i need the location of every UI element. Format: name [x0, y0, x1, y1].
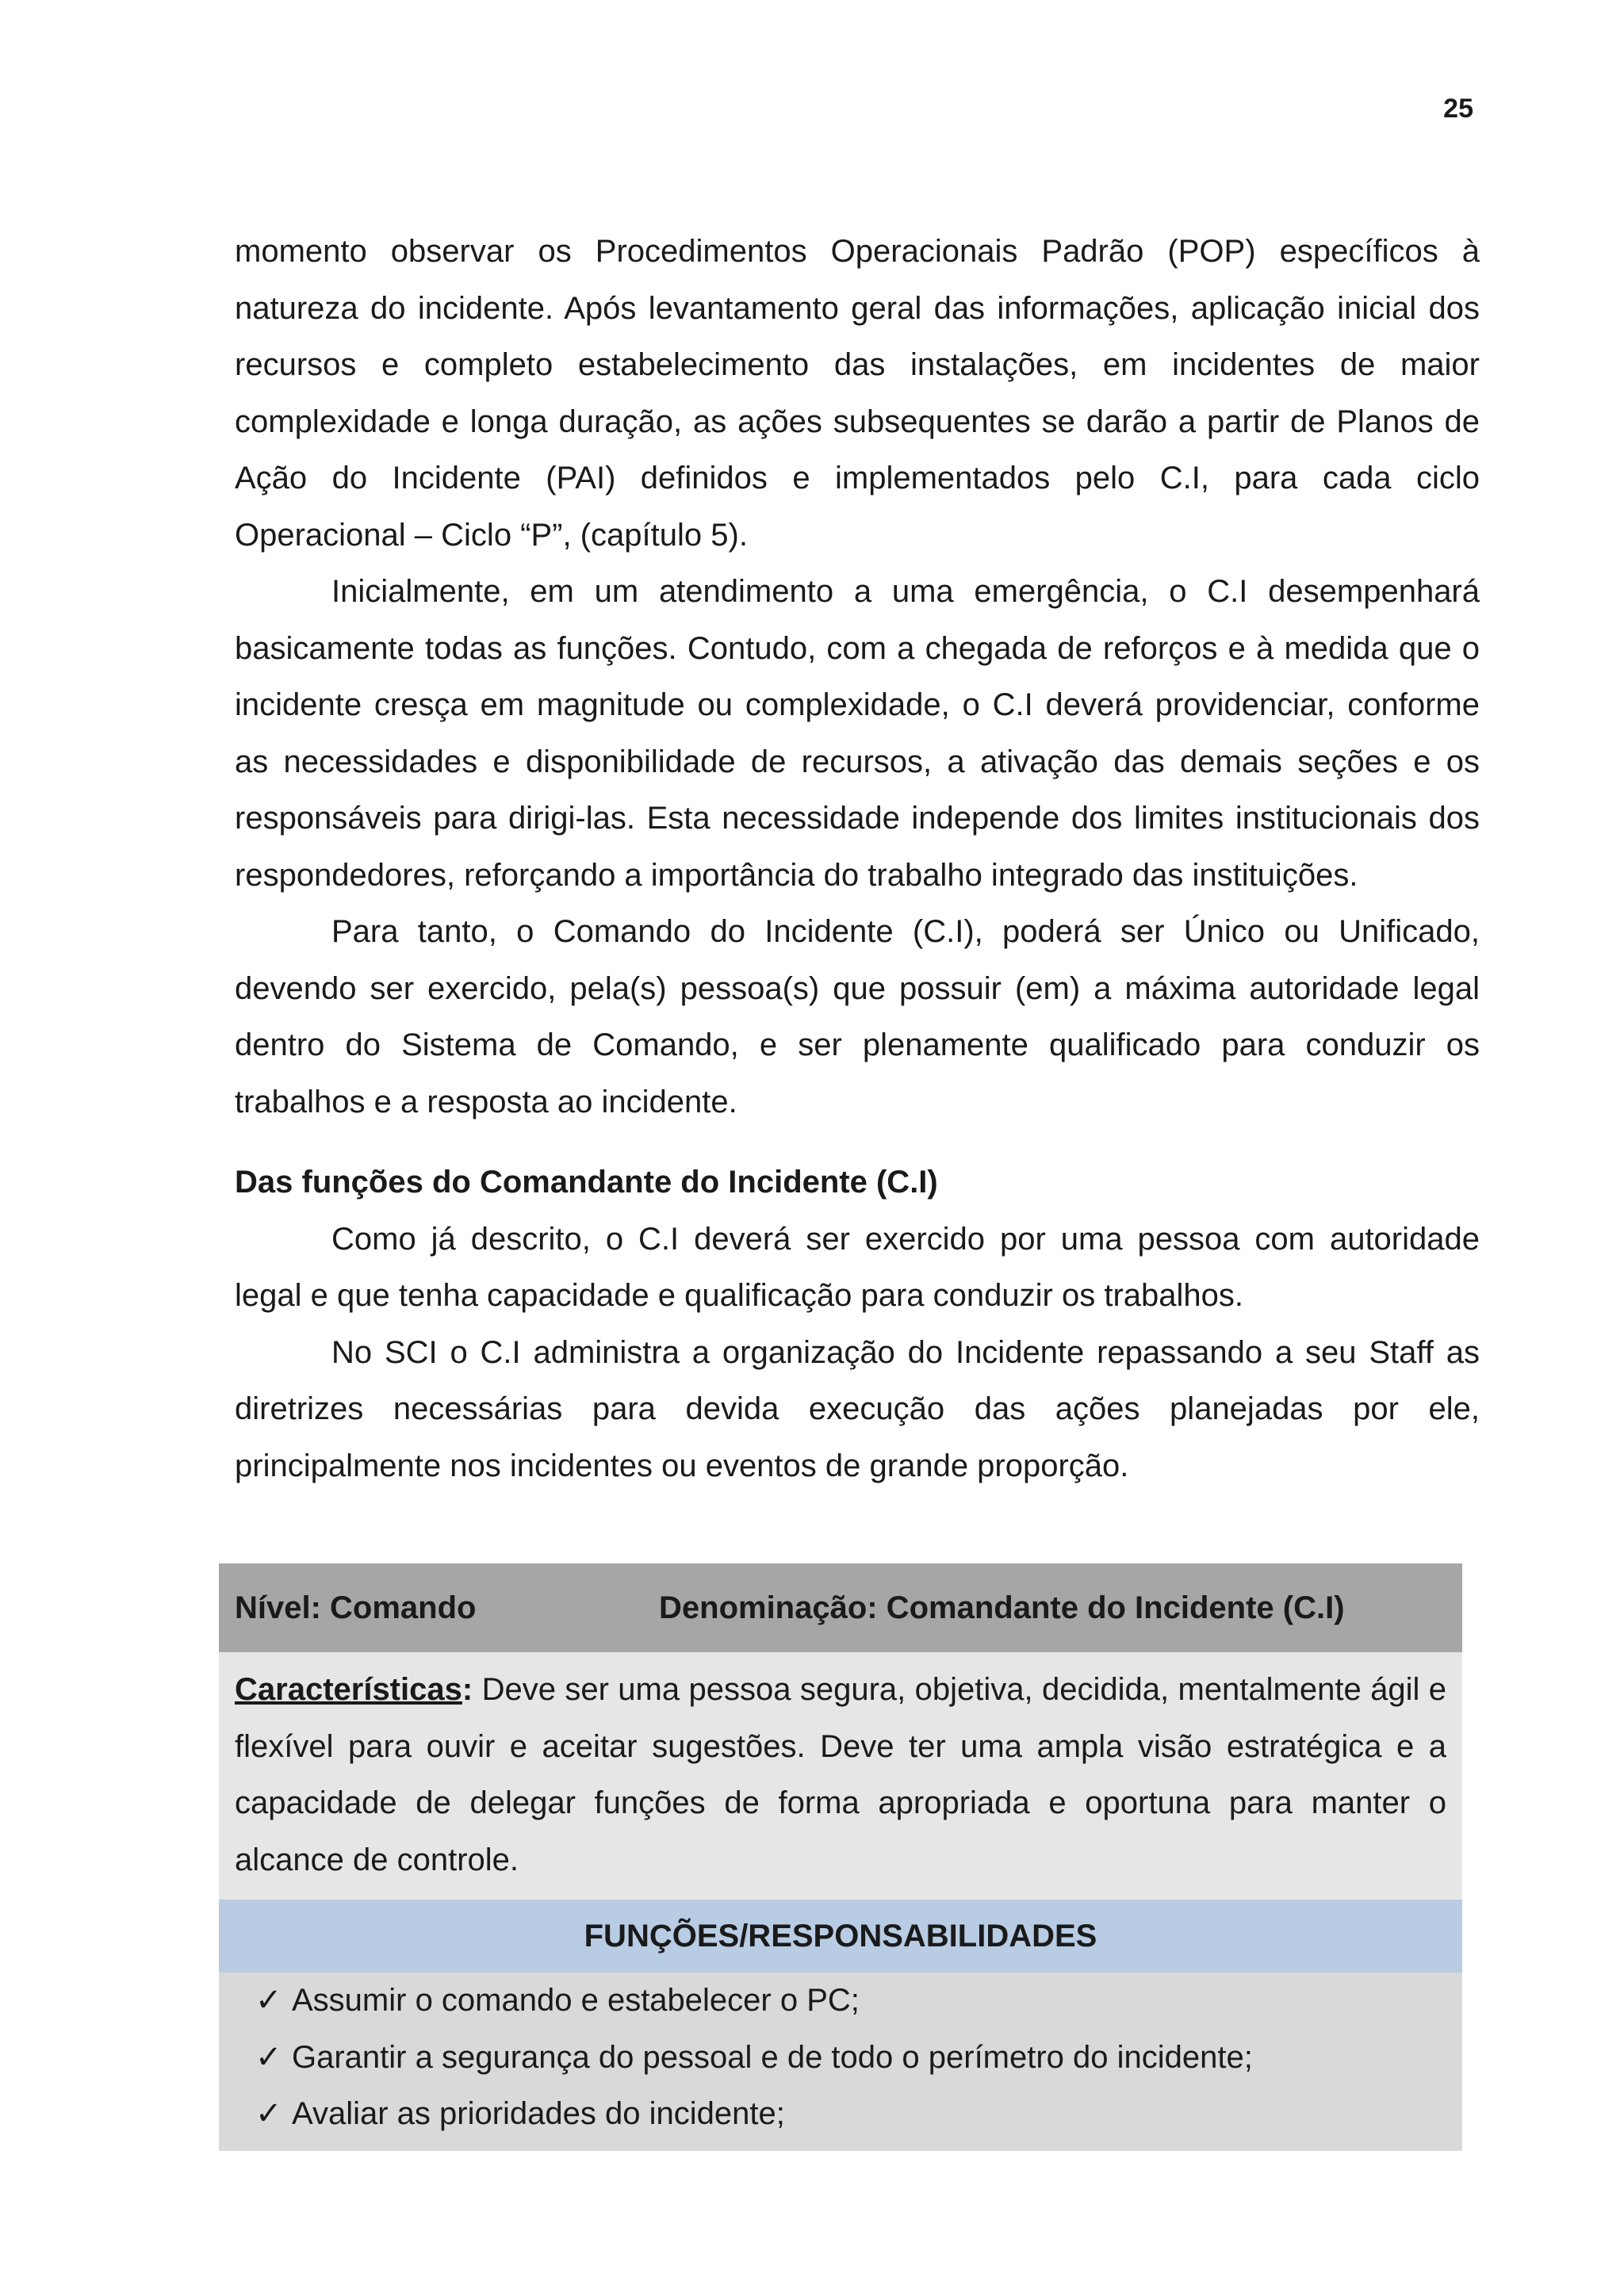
section-heading: Das funções do Comandante do Incidente (C.I) [235, 1165, 938, 1200]
characteristics-text: Deve ser uma pessoa segura, objetiva, decidida, mentalmente ágil e flexível para ouvir e aceitar sugestões. Deve ter uma ampla visão estratégica e a capacidade de delegar funções de forma apropriada e oportuna para manter o alcance de controle. [235, 1672, 1446, 1877]
characteristics-label: Características [235, 1672, 462, 1707]
characteristics-row [219, 1652, 1462, 1900]
denomination-label: Denominação: Comandante do Incidente (C.I) [659, 1590, 1345, 1625]
function-text: Avaliar as prioridades do incidente; [292, 2096, 785, 2131]
paragraph-sci-administration: No SCI o C.I administra a organização do Incidente repassando a seu Staff as diretrizes necessárias para devida execução das ações planejadas por ele, principalmente nos incidentes ou eventos de grande proporção. [235, 1334, 1480, 1483]
functions-list [219, 1973, 1462, 2151]
paragraph-as-described: Como já descrito, o C.I deverá ser exercido por uma pessoa com autoridade legal e que tenha capacidade e qualificação para conduzir os trabalhos. [235, 1221, 1480, 1313]
check-icon: ✓ [255, 1983, 282, 2018]
paragraph-therefore: Para tanto, o Comando do Incidente (C.I), poderá ser Único ou Unificado, devendo ser exercido, pela(s) pessoa(s) que possuir (em) a máxima autoridade legal dentro do Sistema de Comando, e ser plenamente qualificado para conduzir os trabalhos e a resposta ao incidente. [235, 914, 1480, 1119]
list-item [255, 2086, 1446, 2143]
function-text: Garantir a segurança do pessoal e de todo o perímetro do incidente; [292, 2039, 1253, 2075]
list-item [255, 1973, 1446, 2030]
function-text: Assumir o comando e estabelecer o PC; [292, 1983, 860, 2018]
page-number: 25 [1443, 94, 1473, 124]
list-item [255, 2030, 1446, 2087]
table-header-row [219, 1563, 1462, 1652]
check-icon: ✓ [255, 2039, 282, 2075]
level-label: Nível: Comando [235, 1590, 477, 1625]
commander-role-table [219, 1563, 1462, 2151]
paragraph-initially: Inicialmente, em um atendimento a uma emergência, o C.I desempenhará basicamente todas as funções. Contudo, com a chegada de reforços e à medida que o incidente cresça em magnitude ou complexidade, o C.I deverá providenciar, conforme as necessidades e disponibilidade de recursos, a ativação das demais seções e os responsáveis para dirigi-las. Esta necessidade independe dos limites institucionais dos respondedores, reforçando a importância do trabalho integrado das instituições. [235, 574, 1480, 893]
paragraph-continuation: momento observar os Procedimentos Operacionais Padrão (POP) específicos à natureza do incidente. Após levantamento geral das informações, aplicação inicial dos recursos e completo estabelecimento das instalações, em incidentes de maior complexidade e longa duração, as ações subsequentes se darão a partir de Planos de Ação do Incidente (PAI) definidos e implementados pelo C.I, para cada ciclo Operacional – Ciclo “P”, (capítulo 5). [235, 234, 1480, 553]
check-icon: ✓ [255, 2096, 282, 2131]
page-content [235, 224, 1480, 1494]
functions-title: FUNÇÕES/RESPONSABILIDADES [219, 1900, 1462, 1973]
characteristics-colon: : [462, 1672, 473, 1707]
